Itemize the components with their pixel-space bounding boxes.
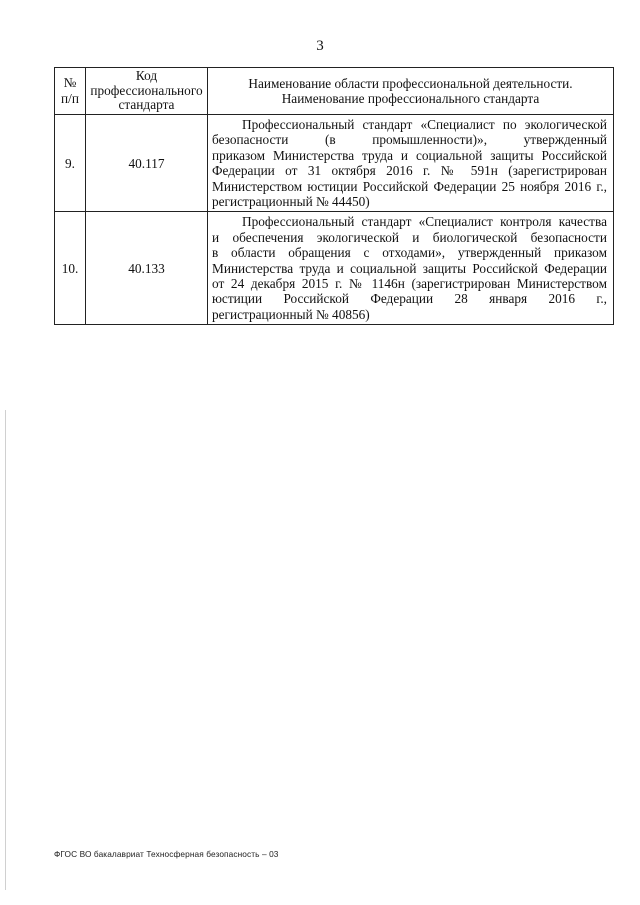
- description-line: Министерства труда и социальной защиты Российской Федерации: [212, 260, 607, 276]
- header-number-line: №: [63, 75, 77, 90]
- standard-description: [208, 212, 614, 325]
- standard-description: [208, 115, 614, 212]
- description-line: приказом Министерства труда и социальной защиты Российской: [212, 147, 607, 163]
- header-code-line: профессионального: [90, 82, 203, 98]
- description-line: регистрационный № 44450): [212, 194, 370, 210]
- description-line: Профессиональный стандарт «Специалист по экологической: [242, 117, 607, 132]
- description-line: безопасности (в промышленности)», утвержденный: [212, 132, 607, 148]
- row-number: 10.: [55, 212, 86, 325]
- header-code-line: Код: [135, 68, 158, 84]
- description-line: Министерством юстиции Российской Федерации 25 ноября 2016 г.,: [212, 178, 607, 194]
- header-code-line: стандарта: [118, 97, 175, 113]
- description-line: от 24 декабря 2015 г. № 1146н (зарегистрирован Министерством: [212, 276, 607, 292]
- table-row: [55, 115, 614, 212]
- header-name-line: Наименование профессионального стандарта: [281, 91, 540, 106]
- scan-margin-line: [5, 410, 6, 890]
- description-line: юстиции Российской Федерации 28 января 2016 г.,: [212, 291, 607, 307]
- page-number: 3: [316, 38, 324, 54]
- header-number: [55, 68, 86, 115]
- standard-code: 40.117: [86, 115, 208, 212]
- table-row: [55, 212, 614, 325]
- description-line: и обеспечения экологической и биологической безопасности: [212, 229, 607, 245]
- header-number-line: п/п: [61, 91, 79, 106]
- standard-code: 40.133: [86, 212, 208, 325]
- header-standard-code: [86, 68, 208, 115]
- description-line: Федерации от 31 октября 2016 г. № 591н (зарегистрирован: [212, 163, 607, 179]
- description-line: Профессиональный стандарт «Специалист контроля качества: [242, 214, 607, 230]
- header-standard-name: [208, 68, 614, 115]
- professional-standards-table: [54, 67, 614, 325]
- description-line: регистрационный № 40856): [212, 306, 370, 322]
- table-header-row: [55, 68, 614, 115]
- header-name-line: Наименование области профессиональной деятельности.: [248, 75, 573, 91]
- row-number: 9.: [55, 115, 86, 212]
- document-footer: ФГОС ВО бакалавриат Техносферная безопасность – 03: [54, 849, 279, 859]
- description-line: в области обращения с отходами», утвержденный приказом: [212, 245, 607, 261]
